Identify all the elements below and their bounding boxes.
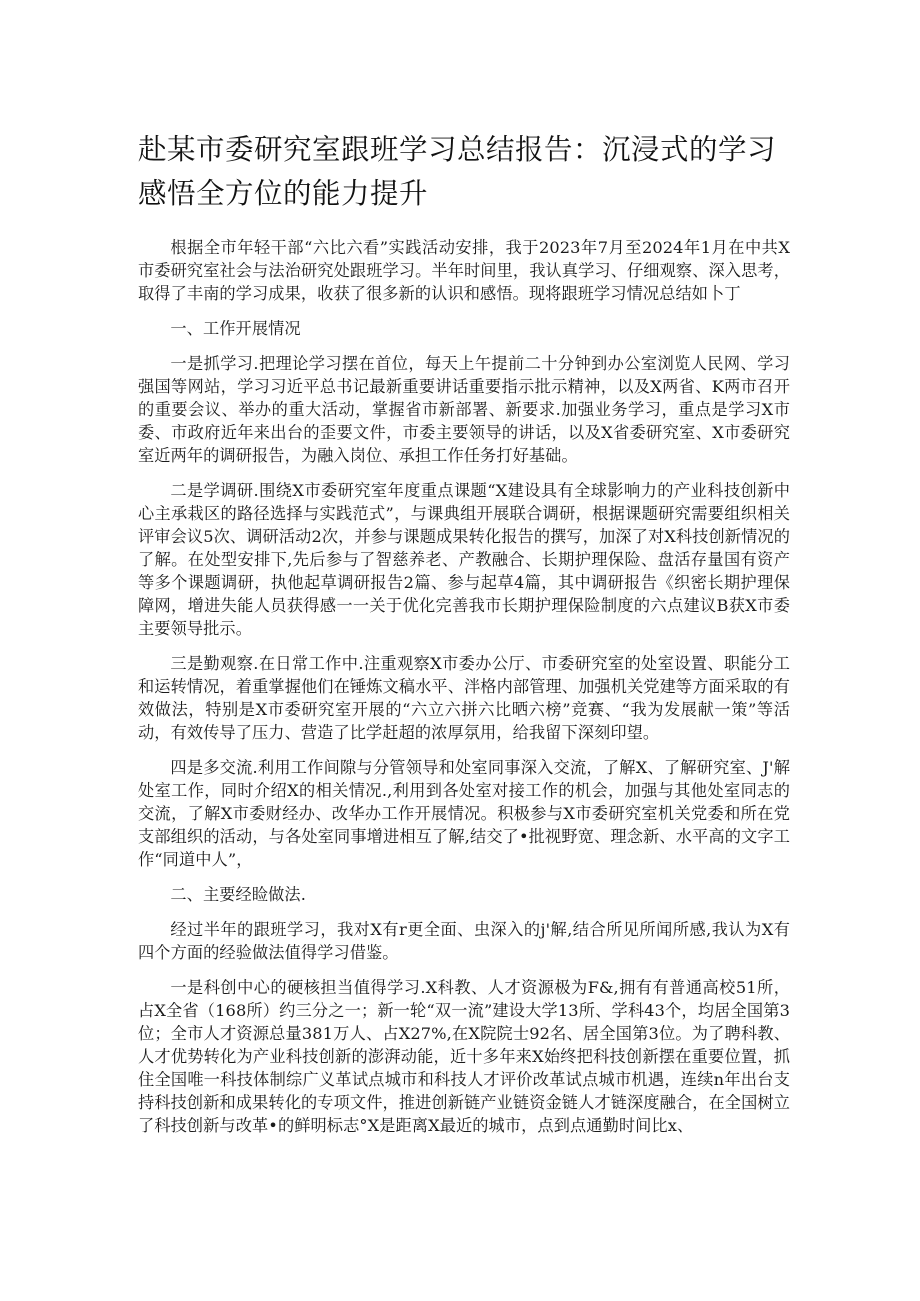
- paragraph-observe: 三是勤观察.在日常工作中.注重观察X市委办公厅、市委研究室的处室设置、职能分工和运转情况，着重掌握他们在锤炼文稿水平、泮格内部管理、加强机关党建等方面采取的有效做法，特别是X市委研究室开展的“六立六拼六比晒六榜”竞赛、“我为发展献一策”等活动，有效传导了压力、营造了比学赶超的浓厚氛用，给我留下深刻印望。: [138, 654, 790, 742]
- paragraph-study: 一是抓学习.把理论学习摆在首位，每天上午提前二十分钟到办公室浏览人民网、学习强国等网站，学习习近平总书记最新重要讲话重要指示批示精神，以及X两省、K两市召开的重要会议、举办的重大活动，掌握省市新部署、新要求.加强业务学习，重点是学习X市委、市政府近年来出台的歪要文件，市委主要领导的讲话，以及X省委研究室、X市委研究室近两年的调研报告，为融入岗位、承担工作任务打好基础。: [138, 354, 790, 465]
- section-heading-work: 一、工作开展情况: [170, 319, 301, 338]
- paragraph-research: 二是学调研.围绕X市委研究室年度重点课题“X建设具有全球影响力的产业科技创新中心主承栽区的路径选择与实践范式”，与课典组开展联合调研，根据课题研究需要组织相关评审会议5次、调研活动2次，并参与课题成果转化报告的撰写，加深了对X科技创新情况的了解。在处型安排下,先后参与了智慈养老、产教融合、长期护理保险、盘活存量国有资产等多个课题调研，执他起草调研报告2篇、参与起草4篇，其中调研报告《织密长期护理保障网，增进失能人员获得感一一关于优化完善我市长期护理保险制度的六点建议B获X市委主要领导批示。: [138, 481, 790, 638]
- section-heading-experience: 二、主要经睑做法.: [170, 885, 306, 904]
- paragraph-innovation: 一是科创中心的硬核担当值得学习.X科教、人才资源极为F&,拥有有普通高校51所，占X全省（168所）约三分之一；新一轮“双一流”建设大学13所、学科43个，均居全国第3位；全市人才资源总量381万人、占X27%,在X院院士92名、居全国第3位。为了聘科教、人才优势转化为产业科技创新的澎湃动能，近十多年来X始终把科技创新摆在重要位置，抓住全国唯一科技体制综广义革试点城市和科技人才评价改革试点城市机遇，连续n年出台支持科技创新和成果转化的专项文件，推进创新链产业链资金链人才链深度融合，在全国树立了科技创新与改革•的鲜明标志°X是距离X最近的城市，点到点通勤时间比x、: [138, 978, 790, 1135]
- intro-paragraph: 根据全市年轻干部“六比六看”实践活动安排，我于2023年7月至2024年1月在中共X市委研究室社会与法治研究处跟班学习。半年时间里，我认真学习、仔细观察、深入思考，取得了丰南的学习成果，收获了很多新的认识和感悟。现将跟班学习情况总结如卜丁: [138, 238, 790, 303]
- document-body: [138, 236, 790, 1137]
- document-title: 赴某市委研究室跟班学习总结报告：沉浸式的学习感悟全方位的能力提升: [138, 133, 777, 210]
- paragraph-summary: 经过半年的跟班学习，我对X有r更全面、虫深入的j'解,结合所见所闻所感,我认为X有四个方面的经验做法值得学习借鉴。: [138, 920, 790, 962]
- document-page: [138, 128, 790, 1149]
- paragraph-exchange: 四是多交流.利用工作间隙与分管领导和处室同事深入交流，了解X、了解研究室、J'解处室工作，同时介绍X的相关情况.,利用到各处室对接工作的机会，加强与其他处室同志的交流，了解X市委财经办、改华办工作开展情况。积极参与X市委研究室机关党委和所在党支部组织的活动，与各处室同事增进相互了解,结交了•批视野宽、理念新、水平高的文字工作“同道中人”，: [138, 758, 790, 869]
